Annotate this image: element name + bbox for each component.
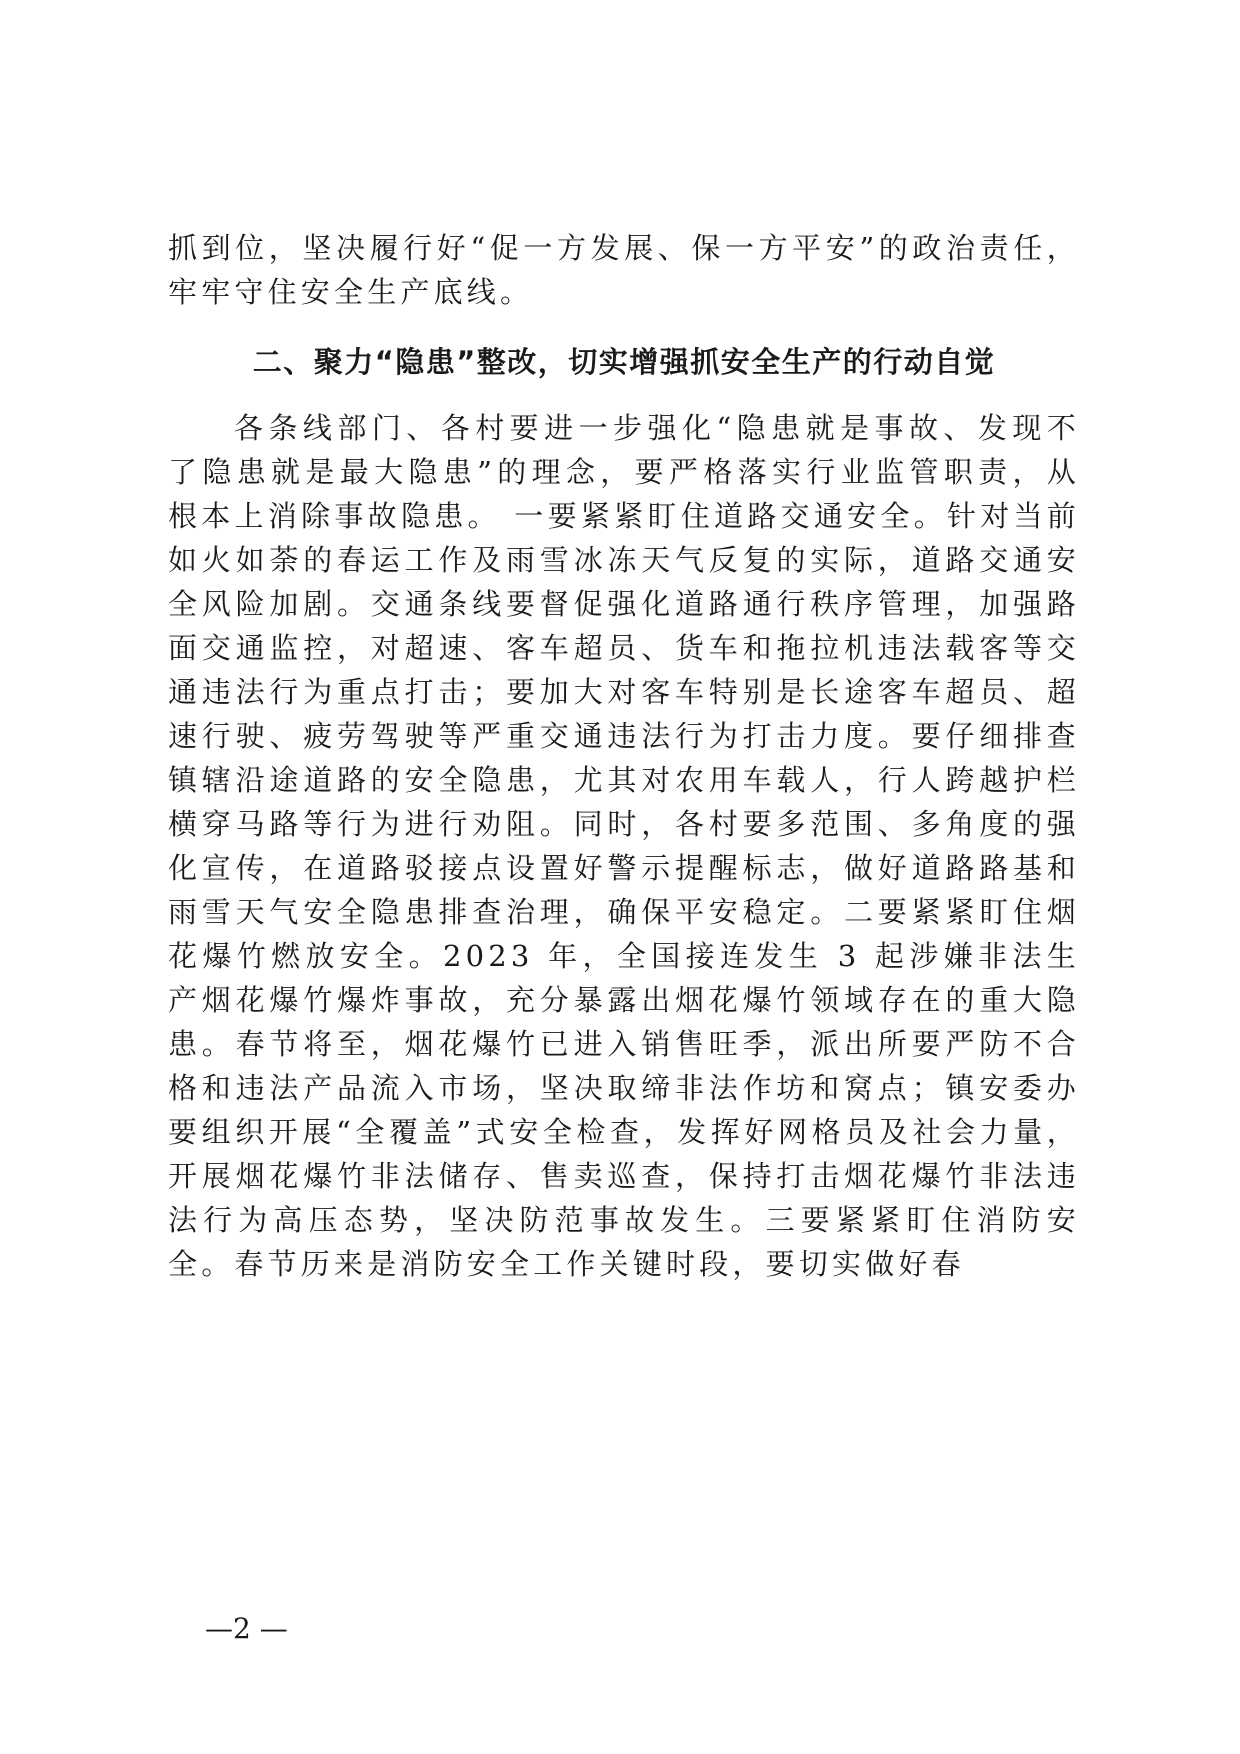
- page-number: —2 —: [205, 1612, 288, 1645]
- section-heading: 二、聚力“隐患”整改，切实增强抓安全生产的行动自觉: [252, 345, 996, 379]
- continuation-paragraph: 抓到位，坚决履行好“促一方发展、保一方平安”的政治责任，牢牢守住安全生产底线。: [168, 231, 1080, 309]
- body-paragraph: 各条线部门、各村要进一步强化“隐患就是事故、发现不了隐患就是最大隐患”的理念，要严格落实行业监管职责，从根本上消除事故隐患。 一要紧紧盯住道路交通安全。针对当前如火如荼的春运工作及雨雪冰冻天气反复的实际，道路交通安全风险加剧。交通条线要督促强化道路通行秩序管理，加强路面交通监控，对超速、客车超员、货车和拖拉机违法载客等交通违法行为重点打击；要加大对客车特别是长途客车超员、超速行驶、疲劳驾驶等严重交通违法行为打击力度。要仔细排查镇辖沿途道路的安全隐患，尤其对农用车载人，行人跨越护栏横穿马路等行为进行劝阻。同时，各村要多范围、多角度的强化宣传，在道路驳接点设置好警示提醒标志，做好道路路基和雨雪天气安全隐患排查治理，确保平安稳定。二要紧紧盯住烟花爆竹燃放安全。2023 年，全国接连发生 3 起涉嫌非法生产烟花爆竹爆炸事故，充分暴露出烟花爆竹领域存在的重大隐患。春节将至，烟花爆竹已进入销售旺季，派出所要严防不合格和违法产品流入市场，坚决取缔非法作坊和窝点；镇安委办要组织开展“全覆盖”式安全检查，发挥好网格员及社会力量，开展烟花爆竹非法储存、售卖巡查，保持打击烟花爆竹非法违法行为高压态势，坚决防范事故发生。三要紧紧盯住消防安全。春节历来是消防安全工作关键时段，要切实做好春: [168, 411, 1080, 1281]
